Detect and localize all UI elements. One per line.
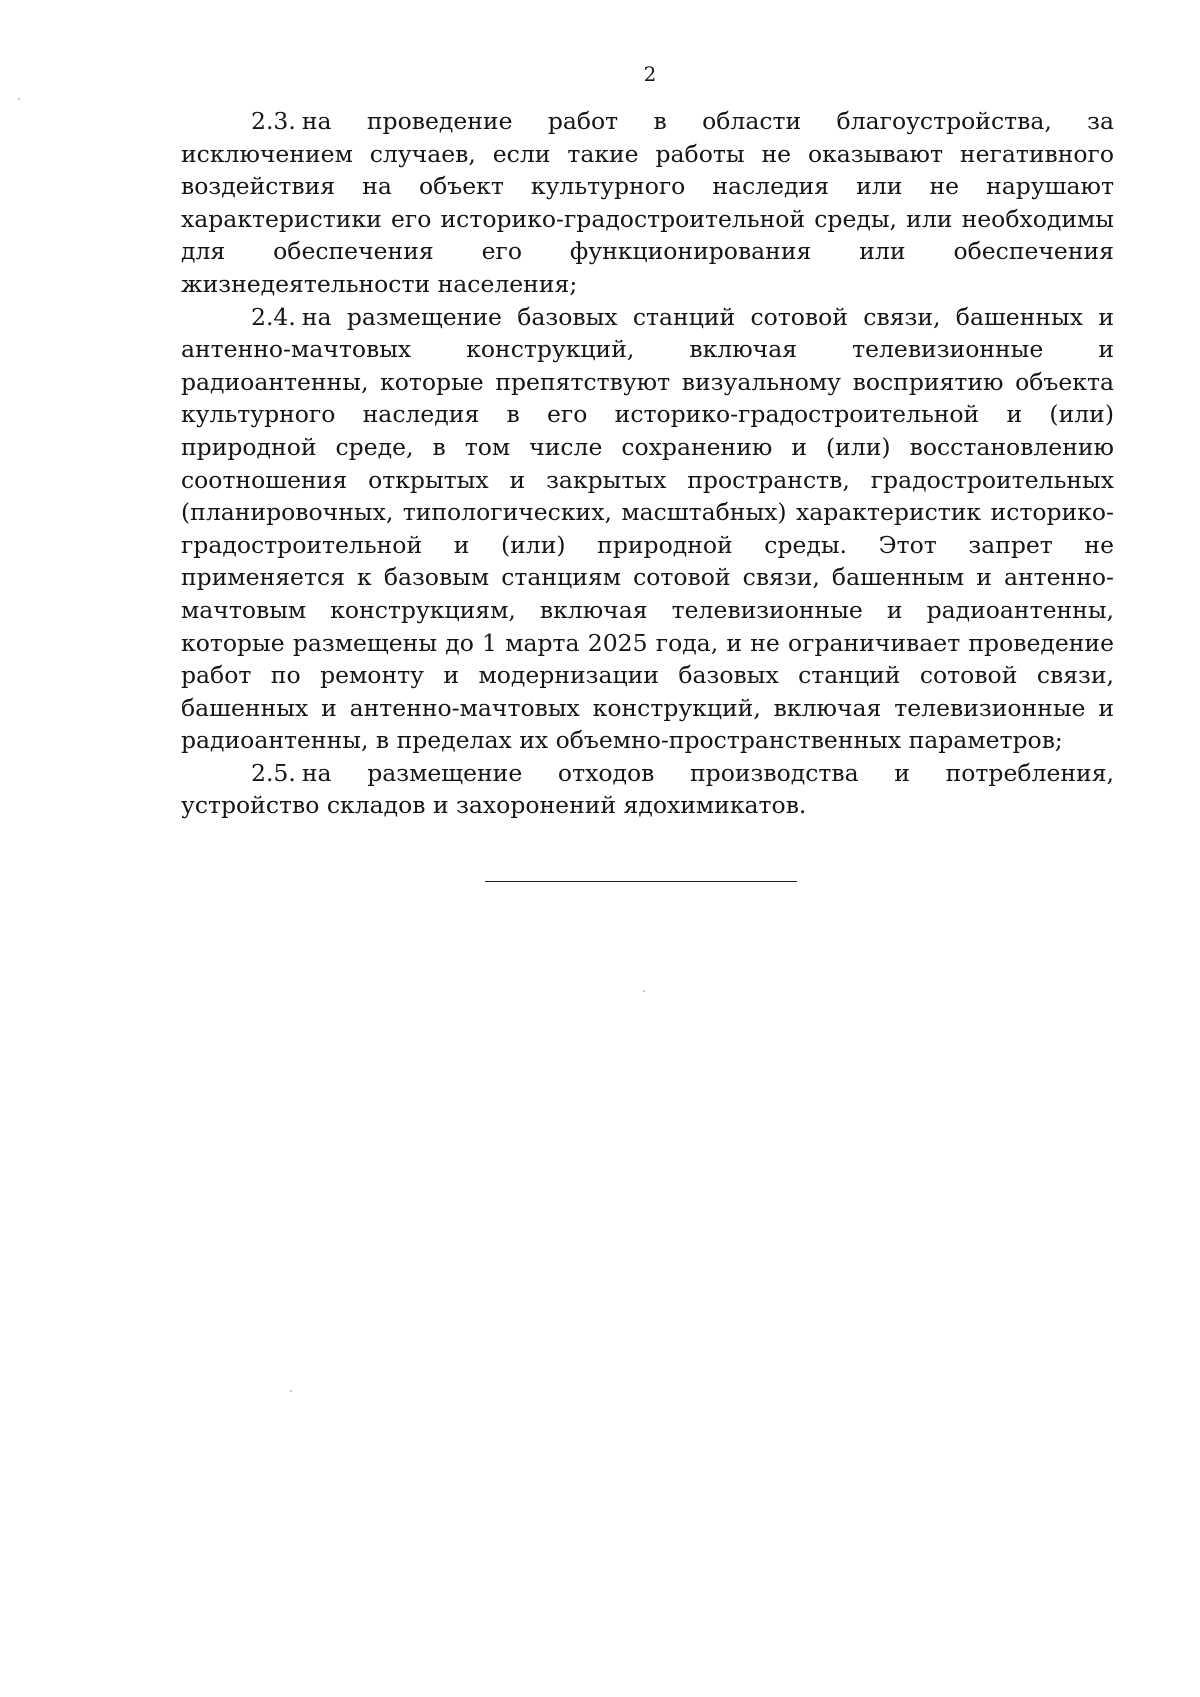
- scan-speck: [643, 990, 645, 992]
- end-of-document-rule: [485, 881, 797, 882]
- paragraph-text: на размещение отходов производства и потребления, устройство складов и захоронений ядохимикатов.: [181, 758, 1114, 820]
- paragraph-number: 2.5.: [251, 758, 296, 787]
- paragraph-text: на размещение базовых станций сотовой связи, башенных и антенно-мачтовых конструкций, включая телевизионные и радиоантенны, которые препятствуют визуальному восприятию объекта культурного наследия в его историко-градостроительной и (или) природной среде, в том числе сохранению и (или) восстановлению соотношения открытых и закрытых пространств, градостроительных (планировочных, типологических, масштабных) характеристик историко-градостроительной и (или) природной среды. Этот запрет не применяется к базовым станциям сотовой связи, башенным и антенно-мачтовым конструкциям, включая телевизионные и радиоантенны, которые размещены до 1 марта 2025 года, и не ограничивает проведение работ по ремонту и модернизации базовых станций сотовой связи, башенных и антенно-мачтовых конструкций, включая телевизионные и радиоантенны, в пределах их объемно-пространственных параметров;: [181, 302, 1114, 755]
- paragraph-2-5: [181, 757, 1114, 822]
- paragraph-2-3: [181, 105, 1114, 301]
- paragraph-number: 2.3.: [251, 107, 296, 135]
- scan-speck: [18, 98, 20, 100]
- document-body: [181, 105, 1114, 822]
- scan-speck: [290, 1390, 292, 1392]
- paragraph-number: 2.4.: [251, 302, 296, 331]
- paragraph-text: на проведение работ в области благоустройства, за исключением случаев, если такие работы не оказывают негативного воздействия на объект культурного наследия или не нарушают характеристики его историко-градостроительной среды, или необходимы для обеспечения его функционирования или обеспечения жизнедеятельности населения;: [181, 107, 1114, 298]
- paragraph-2-4: [181, 301, 1114, 757]
- page-number: 2: [643, 62, 657, 86]
